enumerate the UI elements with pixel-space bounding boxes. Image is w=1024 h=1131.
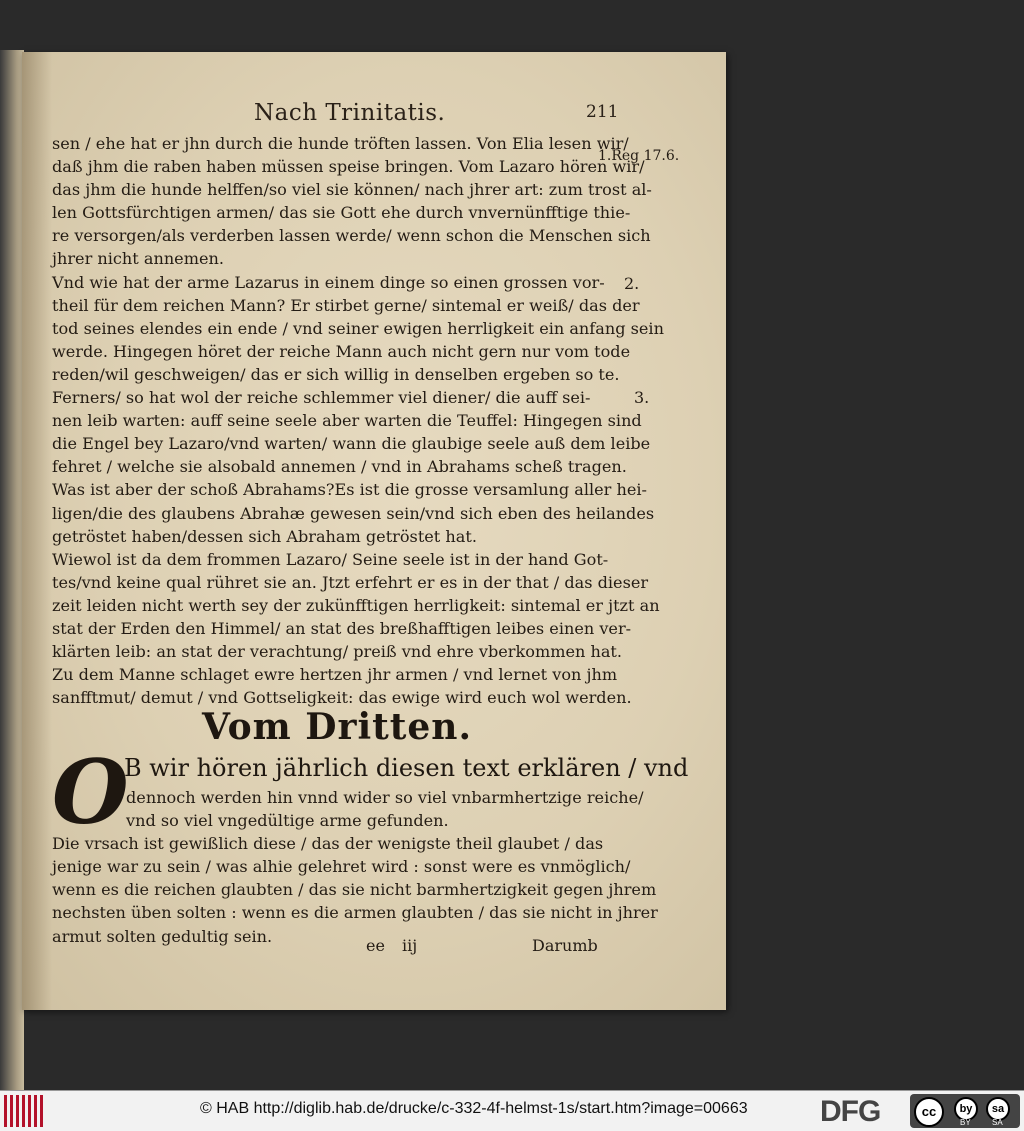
text-line: stat der Erden den Himmel/ an stat des breßhafftigen leibes einen ver- [52,618,632,638]
text-line: daß jhm die raben haben müssen speise bringen. Vom Lazaro hören wir/ [52,157,645,177]
cc-license-badge[interactable] [910,1094,1020,1128]
text-line: Die vrsach ist gewißlich diese / das der wenigste theil glaubet / das [52,834,604,854]
text-line: klärten leib: an stat der verachtung/ preiß vnd ehre vberkommen hat. [52,642,623,662]
catchword: Darumb [532,936,598,955]
text-line: tes/vnd keine qual rühret sie an. Jtzt erfehrt er es in der that / das dieser [52,572,649,592]
page-gutter-shadow [22,52,52,1010]
text-line: Ferners/ so hat wol der reiche schlemmer viel diener/ die auff sei- [52,388,591,408]
sa-icon: sa [986,1097,1010,1121]
folio-number: 211 [586,102,619,122]
text-line: fehret / welche sie alsobald annemen / vnd in Abrahams scheß tragen. [52,457,627,477]
text-line: das jhm die hunde helffen/so viel sie können/ nach jhrer art: zum trost al- [52,180,652,200]
text-line: nechsten üben solten : wenn es die armen glaubten / das sie nicht in jhrer [52,903,658,923]
text-line: Vnd wie hat der arme Lazarus in einem dinge so einen grossen vor- [52,272,605,292]
viewer-footer [0,1090,1024,1131]
section-first-line: B wir hören jährlich diesen text erklären / vnd [124,754,689,782]
paragraph-4 [52,548,660,663]
text-line: die Engel bey Lazaro/vnd warten/ wann die glaubige seele auß dem leibe [52,434,651,454]
text-line: len Gottsfürchtigen armen/ das sie Gott ehe durch vnvernünfftige thie- [52,203,631,223]
margin-note-reference: 1.Reg 17.6. [598,148,680,164]
margin-note-number: 3. [634,388,650,407]
margin-note-number: 2. [624,274,640,293]
hab-logo-icon[interactable] [4,1095,46,1127]
signature-mark: ee iij [366,936,418,955]
text-line: wenn es die reichen glaubten / das sie nicht barmhertzigkeit gegen jhrem [52,880,657,900]
text-line: dennoch werden hin vnnd wider so viel vnbarmhertzige reiche/ [126,788,644,807]
paragraph-5 [52,663,632,709]
dfg-logo[interactable]: DFG [820,1095,881,1128]
text-line: re versorgen/als verderben lassen werde/ wenn schon die Menschen sich [52,226,651,246]
cc-icon: cc [914,1097,944,1127]
text-line: werde. Hingegen höret der reiche Mann auch nicht gern nur vom tode [52,341,631,361]
text-line: armut solten gedultig sein. [52,926,273,946]
paragraph-3 [52,386,655,548]
text-line: getröstet haben/dessen sich Abraham getröstet hat. [52,526,477,546]
by-label: BY [960,1118,971,1127]
book-page [22,52,726,1010]
section-heading: Vom Dritten. [202,706,472,748]
text-line: sen / ehe hat er jhn durch die hunde tröften lassen. Von Elia lesen wir/ [52,134,629,153]
previous-page-edge [0,50,24,1090]
text-line: ligen/die des glaubens Abrahæ gewesen sein/vnd sich eben des heilandes [52,503,655,523]
text-line: theil für dem reichen Mann? Er stirbet gerne/ sintemal er weiß/ das der [52,295,640,315]
text-line: nen leib warten: auff seine seele aber warten die Teuffel: Hingegen sind [52,411,642,431]
text-line: Wiewol ist da dem frommen Lazaro/ Seine seele ist in der hand Got- [52,549,609,569]
text-line: tod seines elendes ein ende / vnd seiner ewigen herrligkeit ein anfang sein [52,318,664,338]
text-line: vnd so viel vngedültige arme gefunden. [126,811,449,831]
text-line: reden/wil geschweigen/ das er sich willig in denselben ergeben so te. [52,364,620,384]
section-three-text [52,786,658,948]
text-line: sanfftmut/ demut / vnd Gottseligkeit: das ewige wird euch wol werden. [52,688,632,708]
text-line: Was ist aber der schoß Abrahams?Es ist die grosse versamlung aller hei- [52,480,647,500]
text-line: Zu dem Manne schlaget ewre hertzen jhr armen / vnd lernet von jhm [52,665,618,685]
drop-capital: O [52,740,129,844]
copyright-url[interactable]: © HAB http://diglib.hab.de/drucke/c-332-4f-helmst-1s/start.htm?image=00663 [200,1100,748,1117]
by-icon: by [954,1097,978,1121]
text-line: zeit leiden nicht werth sey der zukünfftigen herrligkeit: sintemal er jtzt an [52,595,660,615]
running-head: Nach Trinitatis. [254,100,446,126]
text-line: jenige war zu sein / was alhie gelehret wird : sonst were es vnmöglich/ [52,857,631,877]
paragraph-2 [52,271,664,386]
sa-label: SA [992,1118,1003,1127]
text-line: jhrer nicht annemen. [52,249,224,269]
